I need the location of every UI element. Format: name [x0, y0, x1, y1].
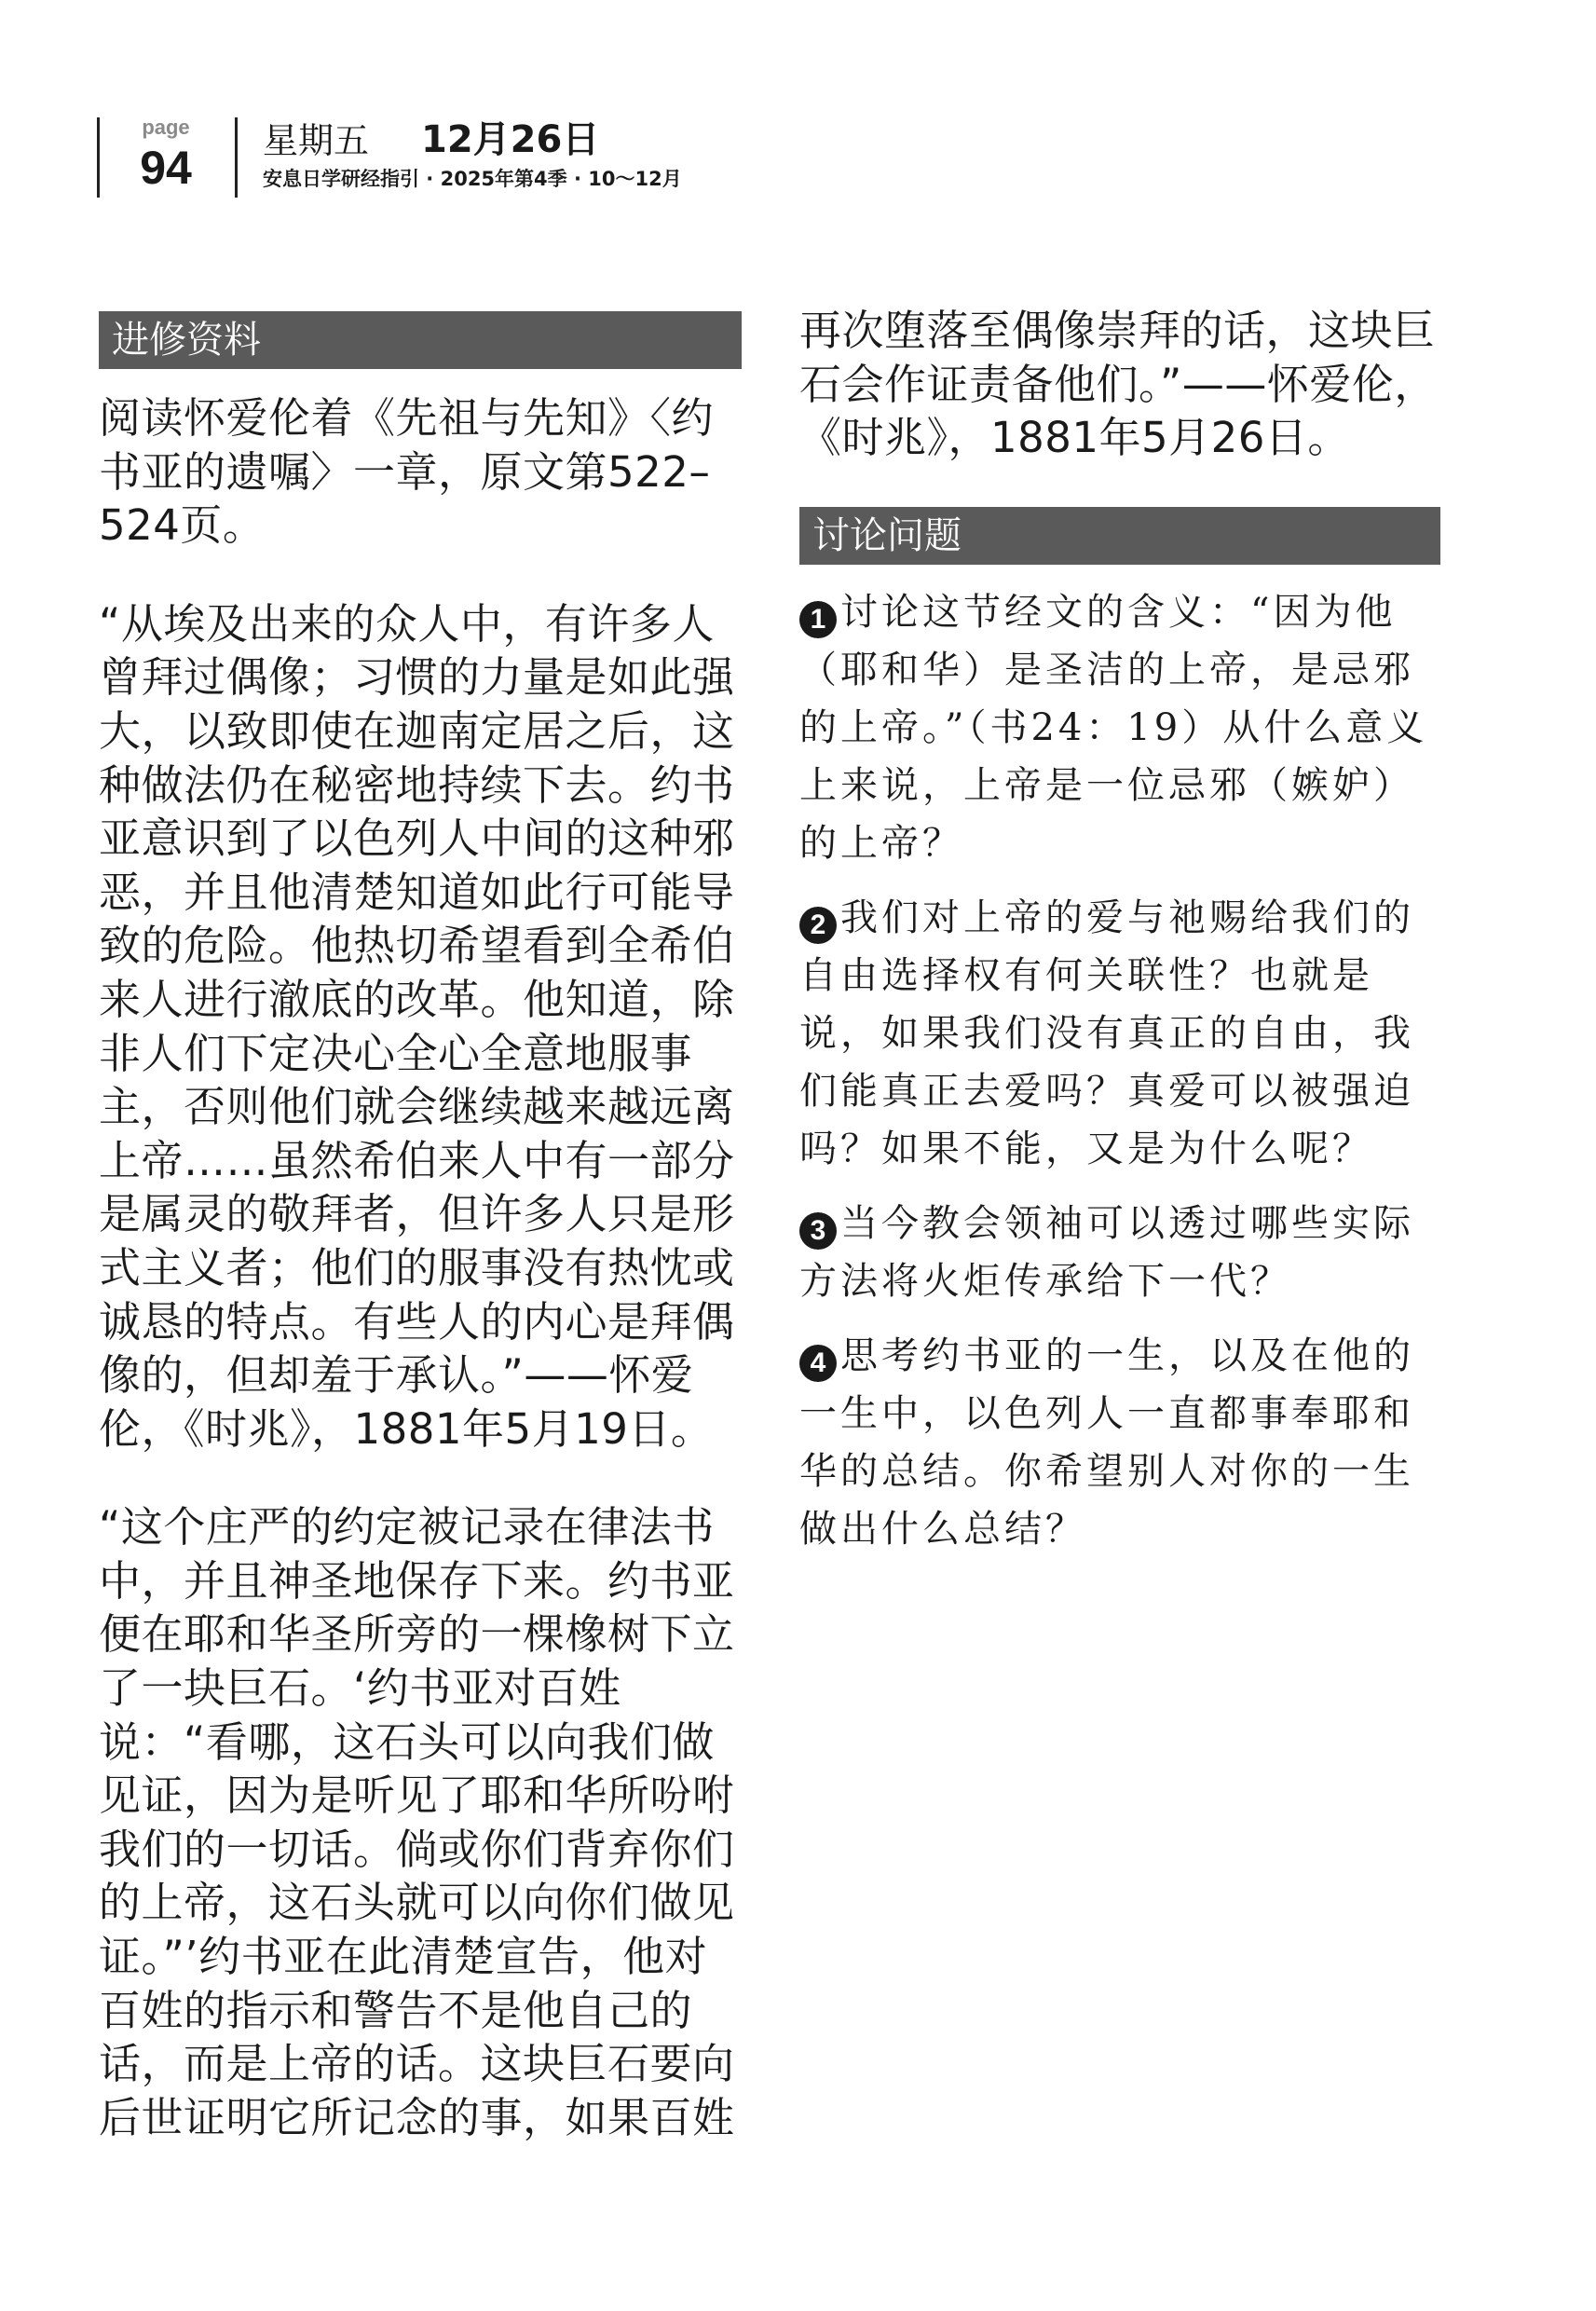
discussion-question: [799, 889, 1446, 1178]
discussion-heading: 讨论问题: [799, 507, 1440, 565]
further-study-continuation: 再次堕落至偶像崇拜的话，这块巨石会作证责备他们。”——怀爱伦，《时兆》，1881年5月26日。: [799, 306, 1437, 463]
page-label: page: [142, 116, 190, 139]
further-study-reading: 阅读怀爱伦着《先祖与先知》〈约书亚的遗嘱〉一章，原文第522–524页。: [99, 393, 715, 551]
question-number-badge: 1: [799, 601, 837, 638]
discussion-question: [799, 1195, 1446, 1310]
further-study-continuation-block: [799, 304, 1442, 465]
question-text: 我们对上帝的爱与祂赐给我们的自由选择权有何关联性？也就是说，如果我们没有真正的自由，我们能真正去爱吗？真爱可以被强迫吗？如果不能，又是为什么呢？: [799, 896, 1414, 1170]
question-number-badge: 4: [799, 1345, 837, 1382]
further-study-quote-1: “从埃及出来的众人中，有许多人曾拜过偶像；习惯的力量是如此强大，以致即使在迦南定居之后，这种做法仍在秘密地持续下去。约书亚意识到了以色列人中间的这种邪恶，并且他清楚知道如此行可能导致的危险。他热切希望看到全希伯来人进行澈底的改革。他知道，除非人们下定决心全心全意地服事主，否则他们就会继续越来越远离上帝……虽然希伯来人中有一部分是属灵的敬拜者，但许多人只是形式主义者；他们的服事没有热忱或诚恳的特点。有些人的内心是拜偶像的，但却羞于承认。”——怀爱伦，《时兆》，1881年5月19日。: [99, 598, 735, 1454]
header-right-rule: [235, 117, 238, 198]
question-text: 讨论这节经文的含义：“因为他（耶和华）是圣洁的上帝，是忌邪的上帝。”（书24：19）从什么意义上来说，上帝是一位忌邪（嫉妒）的上帝？: [799, 591, 1428, 865]
question-number-badge: 3: [799, 1212, 837, 1250]
discussion-questions: [799, 583, 1446, 1575]
question-number-badge: 2: [799, 907, 837, 944]
header-left-rule: [97, 117, 100, 198]
further-study-body: [99, 391, 743, 2189]
header-date: 12月26日: [421, 118, 600, 161]
discussion-question: [799, 583, 1446, 872]
question-text: 当今教会领袖可以透过哪些实际方法将火炬传承给下一代？: [799, 1202, 1414, 1303]
further-study-quote-2: “这个庄严的约定被记录在律法书中，并且神圣地保存下来。约书亚便在耶和华圣所旁的一棵橡树下立了一块巨石。‘约书亚对百姓说：“看哪，这石头可以向我们做见证，因为是听见了耶和华所吩咐我们的一切话。倘或你们背弃你们的上帝，这石头就可以向你们做见证。”’约书亚在此清楚宣告，他对百姓的指示和警告不是他自己的话，而是上帝的话。这块巨石要向后世证明它所记念的事，如果百姓: [99, 1502, 735, 2142]
page-number: 94: [140, 142, 192, 194]
discussion-question: [799, 1327, 1446, 1558]
header-day: 星期五: [263, 120, 370, 161]
further-study-heading: 进修资料: [99, 311, 742, 369]
header-subtitle: 安息日学研经指引 · 2025年第4季 · 10～12月: [263, 168, 682, 190]
question-text: 思考约书亚的一生，以及在他的一生中，以色列人一直都事奉耶和华的总结。你希望别人对你的一生做出什么总结？: [799, 1334, 1414, 1551]
